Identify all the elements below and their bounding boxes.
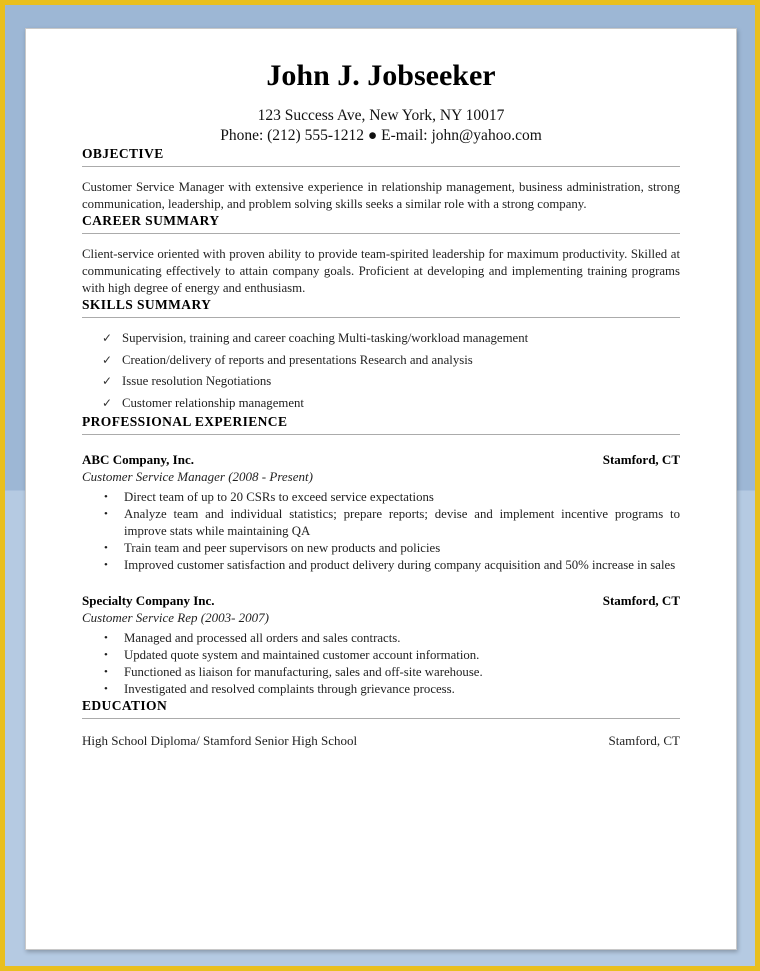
- list-item: [82, 350, 680, 372]
- list-item: [82, 393, 680, 415]
- list-item: [82, 681, 680, 698]
- bullet-text: Updated quote system and maintained customer account information.: [124, 648, 480, 662]
- address-line: 123 Success Ave, New York, NY 10017: [257, 107, 505, 124]
- list-item: [82, 506, 680, 540]
- job-title: Customer Service Manager (2008 - Present): [82, 469, 313, 484]
- job-entry: [82, 592, 680, 698]
- education-heading: EDUCATION: [82, 698, 680, 719]
- list-item: [82, 664, 680, 681]
- career-summary-paragraph: Client-service oriented with proven ability to provide team-spirited leadership for maximum productivity. Skilled at communicating effectively to attain company goals. Proficient at developing and implementing training programs with high degree of energy and enthusiasm.: [82, 247, 680, 295]
- bullet-icon: •: [104, 683, 108, 695]
- section-education: [82, 698, 680, 749]
- bullet-icon: •: [104, 632, 108, 644]
- bullet-icon: •: [104, 666, 108, 678]
- list-item: [82, 557, 680, 574]
- job-header-row: [82, 451, 680, 468]
- check-icon: ✓: [102, 352, 113, 367]
- company-name: Specialty Company Inc.: [82, 593, 215, 608]
- bullet-icon: •: [104, 542, 108, 554]
- section-professional-experience: [82, 414, 680, 698]
- education-location: Stamford, CT: [608, 733, 680, 748]
- education-degree: High School Diploma/ Stamford Senior High School: [82, 733, 358, 748]
- check-icon: ✓: [102, 374, 113, 388]
- bullet-text: Direct team of up to 20 CSRs to exceed service expectations: [124, 490, 434, 504]
- list-item: [82, 540, 680, 557]
- job-bullet-list: [82, 630, 680, 698]
- job-entry: [82, 451, 680, 574]
- bullet-icon: •: [104, 508, 108, 520]
- bullet-icon: •: [104, 491, 108, 503]
- bullet-text: Analyze team and individual statistics; prepare reports; devise and implement incentive programs to improve stats while maintaining QA: [124, 507, 680, 538]
- job-location: Stamford, CT: [602, 452, 680, 467]
- section-career-summary: [82, 213, 680, 297]
- bullet-text: Train team and peer supervisors on new products and policies: [124, 541, 441, 555]
- candidate-name: John J. Jobseeker: [266, 59, 496, 92]
- skills-list: [82, 328, 680, 414]
- skill-text: Supervision, training and career coaching Multi-tasking/workload management: [122, 331, 529, 345]
- skills-summary-heading: SKILLS SUMMARY: [82, 297, 680, 318]
- list-item: [82, 489, 680, 506]
- skill-text: Customer relationship management: [122, 395, 304, 410]
- education-row: [82, 732, 680, 749]
- bullet-text: Managed and processed all orders and sales contracts.: [124, 631, 401, 645]
- bullet-icon: •: [104, 649, 108, 661]
- skill-text: Issue resolution Negotiations: [122, 374, 272, 388]
- job-header-row: [82, 592, 680, 609]
- resume-page: [25, 28, 737, 950]
- section-skills-summary: [82, 297, 680, 414]
- objective-paragraph: Customer Service Manager with extensive experience in relationship management, business administration, strong communication, leadership, and problem solving skills seeks a similar role with a strong company.: [82, 180, 680, 211]
- career-summary-heading: CAREER SUMMARY: [82, 213, 680, 234]
- list-item: [82, 630, 680, 647]
- list-item: [82, 328, 680, 350]
- section-objective: [82, 146, 680, 213]
- page-frame: [5, 5, 755, 966]
- resume-header: [82, 59, 680, 146]
- job-bullet-list: [82, 489, 680, 574]
- job-title: Customer Service Rep (2003- 2007): [82, 610, 270, 625]
- check-icon: ✓: [102, 395, 113, 410]
- objective-heading: OBJECTIVE: [82, 146, 680, 167]
- list-item: [82, 647, 680, 664]
- bullet-text: Investigated and resolved complaints through grievance process.: [124, 682, 455, 696]
- list-item: [82, 371, 680, 393]
- check-icon: ✓: [102, 331, 113, 345]
- bullet-icon: •: [104, 559, 108, 571]
- bullet-text: Functioned as liaison for manufacturing, sales and off-site warehouse.: [124, 665, 483, 679]
- company-name: ABC Company, Inc.: [82, 452, 194, 467]
- experience-heading: PROFESSIONAL EXPERIENCE: [82, 414, 680, 435]
- bullet-text: Improved customer satisfaction and product delivery during company acquisition and 50% increase in sales: [124, 558, 676, 572]
- contact-line: Phone: (212) 555-1212 ● E-mail: john@yahoo.com: [220, 127, 542, 144]
- job-location: Stamford, CT: [602, 593, 680, 608]
- skill-text: Creation/delivery of reports and presentations Research and analysis: [122, 352, 473, 367]
